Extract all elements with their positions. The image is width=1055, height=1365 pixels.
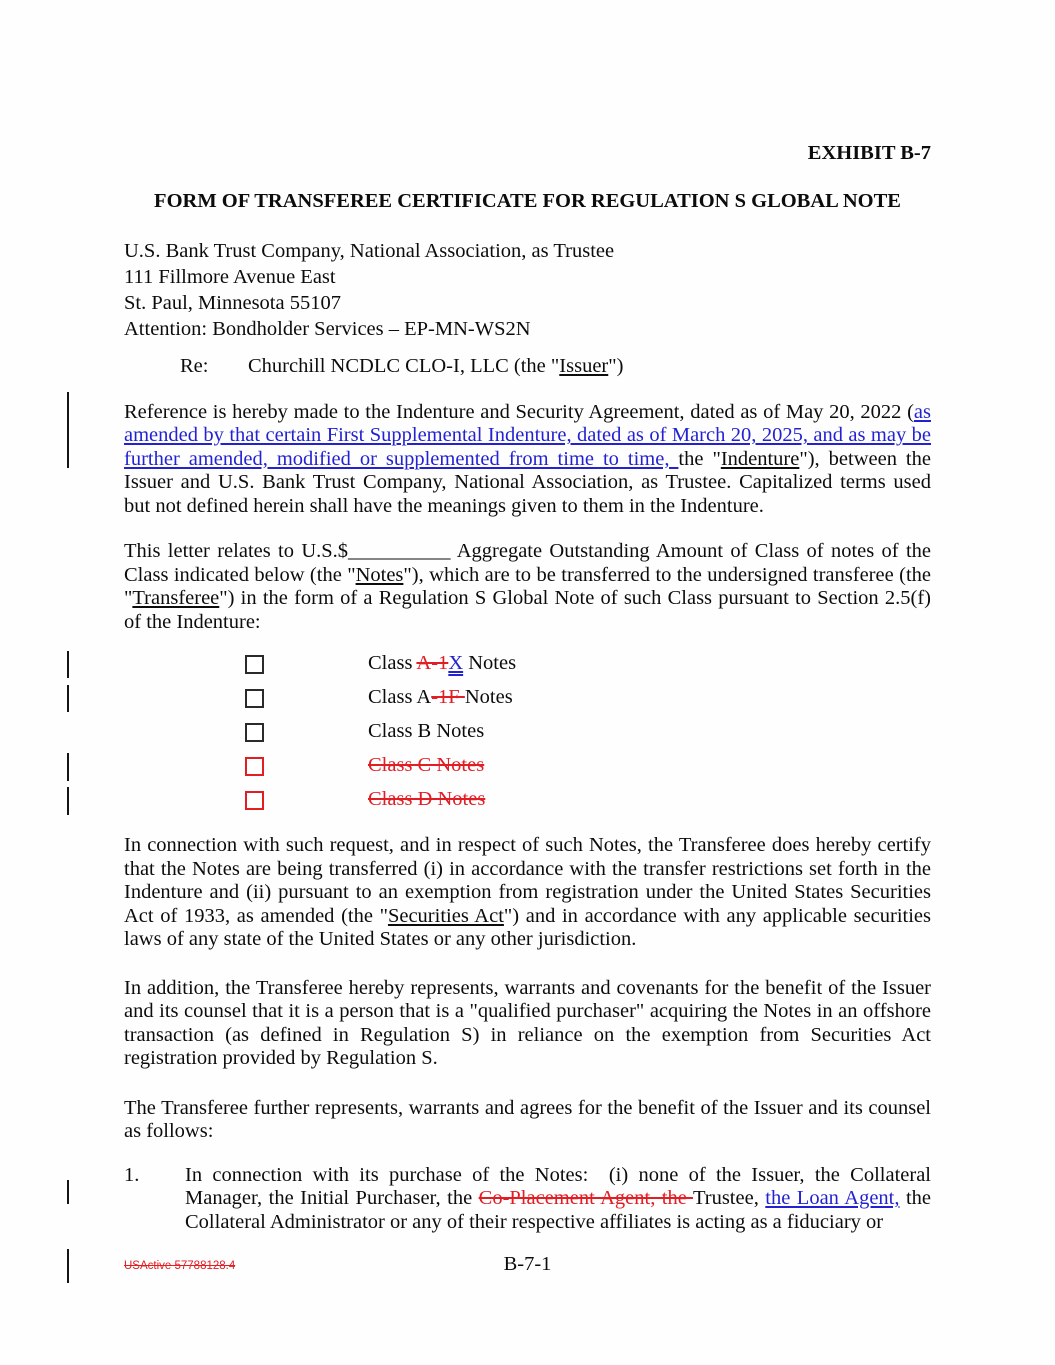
address-line: Attention: Bondholder Services – EP-MN-WS2N: [124, 318, 531, 340]
change-bar: [67, 685, 69, 712]
checklist-row-class-x: [124, 652, 931, 676]
text-run: Trustee,: [692, 1187, 766, 1209]
defined-term-indenture: Indenture: [720, 447, 800, 470]
text-run: "), which are to be transferred to the undersigned transferee (the ": [124, 563, 931, 609]
defined-term-securities-act: Securities Act: [387, 904, 504, 927]
change-bar: [67, 1180, 69, 1204]
checklist-label: [368, 754, 484, 778]
change-bar: [67, 753, 69, 781]
change-bar: [67, 787, 69, 815]
text-run: Reference is hereby made to the Indenture and Security Agreement, dated as of May 20, 2022 (: [124, 400, 914, 423]
document-title: FORM OF TRANSFEREE CERTIFICATE FOR REGULATION S GLOBAL NOTE: [154, 189, 901, 212]
amount-blank-field: __________: [348, 540, 451, 562]
text-run: the Collateral Administrator or any of their respective affiliates is acting as a fiduciary or: [185, 1187, 931, 1233]
text-run: Class: [368, 652, 417, 675]
numbered-item-1: [124, 1164, 931, 1235]
inserted-text: X: [448, 652, 464, 675]
deleted-text: Co-Placement Agent, the: [478, 1187, 693, 1209]
paragraph-addition: In addition, the Transferee hereby represents, warrants and covenants for the benefit of the Issuer and its counsel that it is a person that is a "qualified purchaser" acquiring the Notes in an offshore transaction (as defined in Regulation S) in reliance on the exemption from Securities Act registration provided by Regulation S.: [124, 976, 931, 1069]
text-run: Aggregate Outstanding Amount of Class of notes of the Class indicated below (the ": [124, 540, 932, 586]
item-text: [185, 1164, 931, 1235]
text-run: ") in the form of a Regulation S Global Note of such Class pursuant to Section 2.5(f) of the Indenture:: [124, 587, 931, 633]
note-class-checklist: [124, 652, 931, 812]
inserted-text: the Loan Agent,: [765, 1187, 900, 1209]
inserted-text: as amended by that certain First Supplemental Indenture, dated as of March 20, 2025, and as may be further amended, modified or supplemented from time to time,: [124, 400, 931, 470]
checklist-row-class-d: [124, 788, 931, 812]
address-line: St. Paul, Minnesota 55107: [124, 292, 341, 314]
checklist-label: [368, 686, 513, 710]
text-run: In connection with its purchase of the Notes: (i) none of the Issuer, the Collateral Manager, the Initial Purchaser, the: [185, 1163, 931, 1209]
paragraph-further: The Transferee further represents, warrants and agrees for the benefit of the Issuer and its counsel as follows:: [124, 1096, 931, 1142]
text-run: "): [608, 355, 624, 377]
deleted-text: Class D Notes: [368, 788, 486, 811]
checklist-row-class-c: [124, 754, 931, 778]
exhibit-label: EXHIBIT B-7: [807, 142, 931, 164]
text-run: Notes: [464, 686, 513, 709]
checklist-label: [368, 788, 485, 812]
footer-doc-id: USActive 57788128.4: [124, 1260, 236, 1272]
checkbox-class-d[interactable]: [245, 791, 264, 810]
item-number: 1.: [124, 1163, 140, 1186]
text-run: Class B Notes: [368, 720, 485, 743]
text-run: the ": [678, 447, 721, 470]
re-subject: [248, 355, 623, 379]
change-bar: [67, 392, 69, 468]
paragraph-letter: [124, 540, 931, 634]
text-run: Churchill NCDLC CLO-I, LLC (the ": [248, 355, 560, 377]
defined-term-issuer: Issuer: [559, 355, 609, 377]
re-line: [124, 355, 931, 379]
checklist-row-class-b: [124, 720, 931, 744]
recipient-address: [124, 238, 931, 342]
address-line: 111 Fillmore Avenue East: [124, 266, 336, 288]
deleted-text: Class C Notes: [368, 754, 485, 777]
checkbox-class-c[interactable]: [245, 757, 264, 776]
address-line: U.S. Bank Trust Company, National Association, as Trustee: [124, 240, 615, 262]
defined-term-transferee: Transferee: [132, 587, 220, 609]
text-run: "), between the Issuer and U.S. Bank Trust Company, National Association, as Trustee. Capitalized terms used but not defined herein shall have the meanings given to them in the Indenture.: [124, 447, 931, 517]
text-run: ") and in accordance with any applicable securities laws of any state of the United States or any other jurisdiction.: [124, 904, 931, 950]
defined-term-notes: Notes: [355, 563, 404, 586]
checklist-row-class-a: [124, 686, 931, 710]
checklist-label: [368, 720, 484, 744]
deleted-text: A-1: [416, 652, 449, 675]
checklist-label: [368, 652, 516, 676]
change-bar: [67, 651, 69, 678]
checkbox-class-b[interactable]: [245, 723, 264, 742]
text-run: In connection with such request, and in respect of such Notes, the Transferee does hereby certify that the Notes are being transferred (i) in accordance with the transfer restrictions set forth in the Indenture and (ii) pursuant to an exemption from registration under the United States Securities Act of 1933, as amended (the ": [124, 834, 931, 927]
checkbox-class-a[interactable]: [245, 689, 264, 708]
footer-page-number: B-7-1: [503, 1253, 552, 1275]
re-label: Re:: [180, 355, 209, 377]
text-run: This letter relates to U.S.$: [124, 540, 349, 562]
checkbox-class-x[interactable]: [245, 655, 264, 674]
text-run: Class A: [368, 686, 432, 709]
paragraph-reference: [124, 401, 931, 519]
paragraph-certify: [124, 834, 931, 952]
text-run: Notes: [463, 652, 517, 675]
deleted-text: -1F: [431, 686, 465, 709]
